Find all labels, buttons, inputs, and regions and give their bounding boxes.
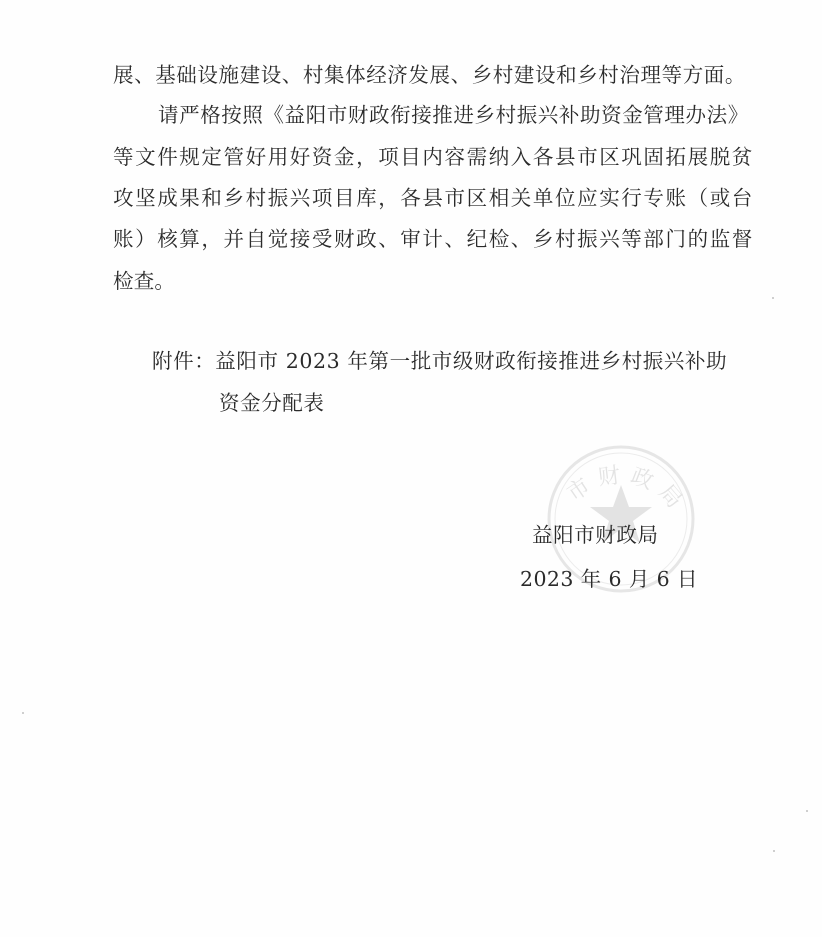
body-line-2: 请严格按照《益阳市财政衔接推进乡村振兴补助资金管理办法》 — [158, 103, 749, 127]
body-line-3: 等文件规定管好用好资金，项目内容需纳入各县市区巩固拓展脱贫 — [113, 145, 754, 169]
issuer-name: 益阳市财政局 — [532, 523, 659, 547]
scan-speck — [772, 297, 774, 299]
attachment-line-2: 资金分配表 — [219, 391, 325, 415]
body-line-5: 账）核算，并自觉接受财政、审计、纪检、乡村振兴等部门的监督 — [113, 227, 754, 251]
issue-date: 2023 年 6 月 6 日 — [520, 567, 698, 591]
scan-speck — [773, 850, 775, 852]
attachment-line-1: 附件：益阳市 2023 年第一批市级财政衔接推进乡村振兴补助 — [152, 349, 728, 373]
body-line-6: 检查。 — [113, 269, 176, 293]
body-line-4: 攻坚成果和乡村振兴项目库，各县市区相关单位应实行专账（或台 — [113, 186, 754, 210]
scan-speck — [806, 810, 808, 812]
seal-text: 市财政局 — [562, 462, 692, 520]
scan-speck — [22, 712, 24, 714]
body-line-1: 展、基础设施建设、村集体经济发展、乡村建设和乡村治理等方面。 — [113, 63, 746, 87]
